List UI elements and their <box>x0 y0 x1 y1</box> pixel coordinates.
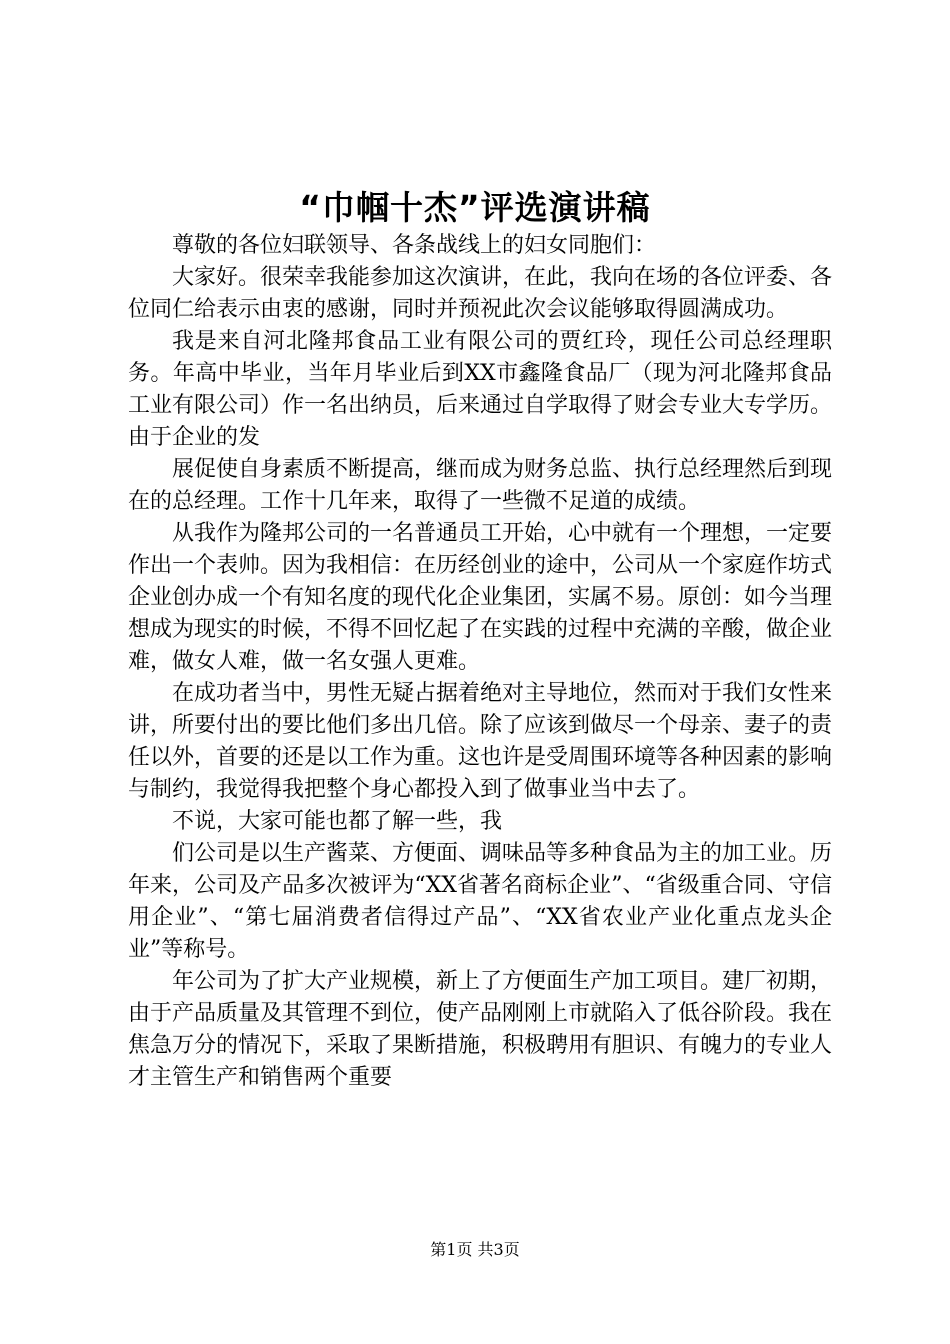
paragraph-self-intro: 我是来自河北隆邦食品工业有限公司的贾红玲，现任公司总经理职务。年高中毕业，当年月毕业后到XX市鑫隆食品厂（现为河北隆邦食品工业有限公司）作一名出纳员，后来通过自学取得了财会专业大专学历。由于企业的发 <box>128 329 833 450</box>
document-title: “巾帼十杰”评选演讲稿 <box>299 188 651 227</box>
paragraph-ideal: 从我作为隆邦公司的一名普通员工开始，心中就有一个理想，一定要作出一个表帅。因为我相信：在历经创业的途中，公司从一个家庭作坊式企业创办成一个有知名度的现代化企业集团，实属不易。原创：如今当理想成为现实的时候，不得不回忆起了在实践的过程中充满的辛酸，做企业难，做女人难，做一名女强人更难。 <box>128 521 833 674</box>
document-body <box>128 230 832 1094</box>
paragraph-expansion: 年公司为了扩大产业规模，新上了方便面生产加工项目。建厂初期，由于产品质量及其管理不到位，使产品刚刚上市就陷入了低谷阶段。我在焦急万分的情况下，采取了果断措施，积极聘用有胆识、有魄力的专业人才主管生产和销售两个重要 <box>128 969 833 1090</box>
paragraph-women: 在成功者当中，男性无疑占据着绝对主导地位，然而对于我们女性来讲，所要付出的要比他们多出几倍。除了应该到做尽一个母亲、妻子的责任以外，首要的还是以工作为重。这也许是受周围环境等各种因素的影响与制约，我觉得我把整个身心都投入到了做事业当中去了。 <box>128 681 833 802</box>
paragraph-company: 们公司是以生产酱菜、方便面、调味品等多种食品为主的加工业。历年来，公司及产品多次被评为“XX省著名商标企业”、“省级重合同、守信用企业”、“第七届消费者信得过产品”、“XX省农业产业化重点龙头企业”等称号。 <box>128 841 833 962</box>
page-footer: 第1页 共3页 <box>430 1240 520 1259</box>
paragraph-intro-company: 不说，大家可能也都了解一些，我 <box>172 809 503 834</box>
paragraph-greeting: 大家好。很荣幸我能参加这次演讲，在此，我向在场的各位评委、各位同仁给表示由衷的感谢，同时并预祝此次会议能够取得圆满成功。 <box>128 265 833 322</box>
paragraph-career: 展促使自身素质不断提高，继而成为财务总监、执行总经理然后到现在的总经理。工作十几年来，取得了一些微不足道的成绩。 <box>128 457 833 514</box>
paragraph-salutation: 尊敬的各位妇联领导、各条战线上的妇女同胞们： <box>172 233 657 258</box>
